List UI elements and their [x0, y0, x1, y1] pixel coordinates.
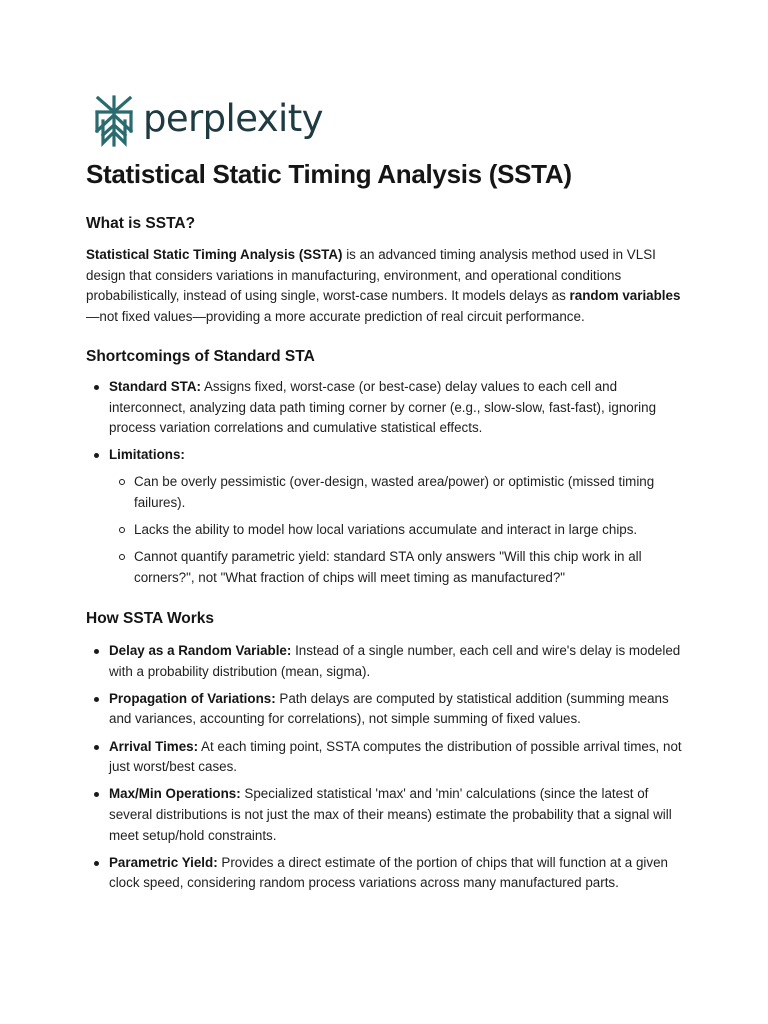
page-title: Statistical Static Timing Analysis (SSTA): [86, 159, 572, 189]
section-heading-what: What is SSTA?: [86, 215, 196, 232]
brand-logo: [94, 94, 323, 148]
item-label: Max/Min Operations:: [109, 786, 241, 802]
section-heading-shortcomings: Shortcomings of Standard STA: [86, 348, 315, 365]
item-text: Path delays are computed by statistical addition (summing means and variances, accounting for correlations), not simple summing of fixed values.: [109, 690, 669, 727]
list-item: [86, 377, 686, 439]
item-text: At each timing point, SSTA computes the distribution of possible arrival times, not just worst/best cases.: [109, 738, 682, 775]
what-paragraph: [86, 245, 686, 327]
item-label: Parametric Yield:: [109, 854, 218, 870]
list-item: [86, 689, 686, 730]
item-label: Delay as a Random Variable:: [109, 643, 292, 658]
perplexity-icon: [94, 95, 134, 147]
list-item: [86, 445, 686, 588]
item-text: Assigns fixed, worst-case (or best-case) delay values to each cell and interconnect, analyzing data path timing corner by corner (e.g., slow-slow, fast-fast), ignoring process variation correlations and cumulative statistical effects.: [109, 379, 657, 436]
list-item: [86, 853, 686, 894]
random-variables-term: random variables: [569, 288, 681, 304]
item-text: Specialized statistical 'max' and 'min' calculations (since the latest of several distributions is not just the max of their means) estimate the probability that a signal will meet setup/hold constraints.: [109, 786, 672, 843]
what-text-2: —not fixed values—providing a more accurate prediction of real circuit performance.: [86, 308, 585, 324]
item-label: Standard STA:: [109, 379, 202, 394]
limitations-sublist: [109, 472, 686, 588]
item-label: Arrival Times:: [109, 738, 199, 754]
item-text: Instead of a single number, each cell and wire's delay is modeled with a probability distribution (mean, sigma).: [109, 643, 681, 679]
sub-list-item: Can be overly pessimistic (over-design, wasted area/power) or optimistic (missed timing failures).: [109, 472, 686, 513]
item-text: Provides a direct estimate of the portion of chips that will function at a given clock speed, considering random process variations across many manufactured parts.: [109, 854, 668, 891]
how-list: [86, 641, 686, 901]
list-item: [86, 641, 686, 682]
list-item: [86, 784, 686, 846]
what-text-1: is an advanced timing analysis method used in VLSI design that considers variations in manufacturing, environment, and operational conditions probabilistically, instead of using single, worst-case numbers. It models delays as: [86, 247, 656, 304]
sub-list-item: Lacks the ability to model how local variations accumulate and interact in large chips.: [109, 520, 686, 541]
section-heading-how: How SSTA Works: [86, 610, 215, 627]
item-label: Limitations:: [109, 447, 185, 463]
brand-wordmark: perplexity: [143, 96, 323, 140]
item-label: Propagation of Variations:: [109, 690, 276, 706]
list-item: [86, 737, 686, 778]
ssta-term: Statistical Static Timing Analysis (SSTA): [86, 247, 343, 262]
shortcomings-list: [86, 377, 686, 595]
sub-list-item: Cannot quantify parametric yield: standard STA only answers "Will this chip work in all corners?", not "What fraction of chips will meet timing as manufactured?": [109, 547, 686, 588]
